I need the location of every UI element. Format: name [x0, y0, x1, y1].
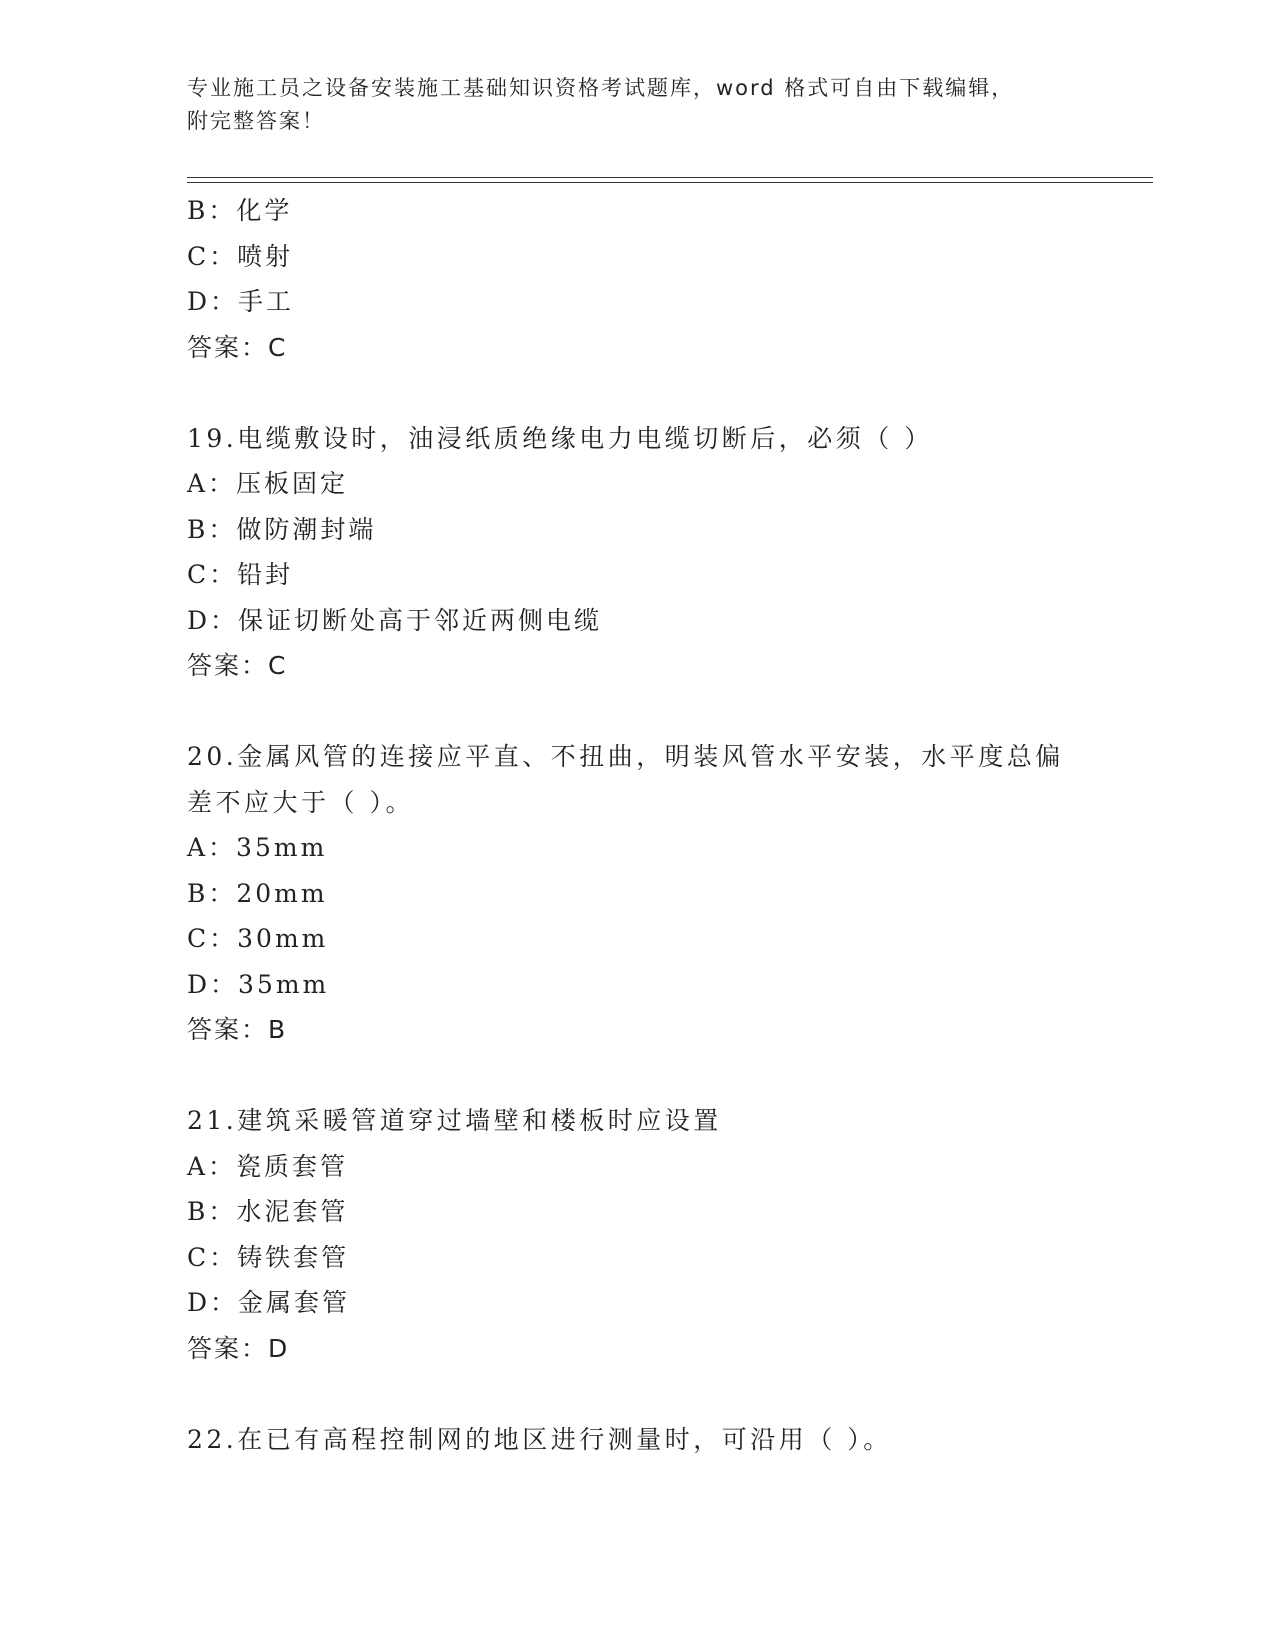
answer: 答案：C	[187, 651, 288, 680]
option-c: C：30mm	[187, 924, 329, 953]
option-d: D：35mm	[187, 969, 330, 999]
header-line-1: 专业施工员之设备安装施工基础知识资格考试题库，word 格式可自由下载编辑，	[187, 76, 1015, 100]
answer: 答案：D	[187, 1333, 290, 1363]
answer: 答案：B	[187, 1015, 288, 1044]
answer: 答案：C	[187, 332, 288, 362]
option-b: B：化学	[187, 196, 293, 225]
question-list	[187, 188, 1153, 1462]
question-text: 19.电缆敷设时，油浸纸质绝缘电力电缆切断后，必须（ ）	[187, 423, 933, 453]
option-d: D：手工	[187, 287, 295, 316]
question-text: 22.在已有高程控制网的地区进行测量时，可沿用（ ）。	[187, 1424, 892, 1454]
option-a: A：瓷质套管	[187, 1151, 349, 1181]
question-18-partial	[187, 188, 1153, 370]
header-rule-top	[187, 177, 1153, 178]
question-21	[187, 1098, 1153, 1371]
option-b: B：做防潮封端	[187, 514, 377, 544]
option-c: C：铅封	[187, 560, 294, 589]
option-a: A：压板固定	[187, 469, 349, 498]
option-d: D：金属套管	[187, 1288, 351, 1317]
document-header	[187, 72, 1087, 138]
question-22	[187, 1417, 1153, 1463]
question-text: 20.金属风管的连接应平直、不扭曲，明装风管水平安装，水平度总偏差不应大于（ ）。	[187, 742, 1064, 817]
option-b: B：水泥套管	[187, 1197, 349, 1226]
header-line-2: 附完整答案！	[187, 109, 325, 133]
question-20	[187, 734, 1153, 1053]
question-19	[187, 416, 1153, 689]
option-c: C：喷射	[187, 241, 294, 271]
option-d: D：保证切断处高于邻近两侧电缆	[187, 605, 603, 635]
option-a: A：35mm	[187, 833, 328, 862]
header-rule-bottom	[187, 182, 1153, 183]
question-text: 21.建筑采暖管道穿过墙壁和楼板时应设置	[187, 1106, 722, 1135]
option-b: B：20mm	[187, 878, 328, 908]
option-c: C：铸铁套管	[187, 1242, 350, 1272]
